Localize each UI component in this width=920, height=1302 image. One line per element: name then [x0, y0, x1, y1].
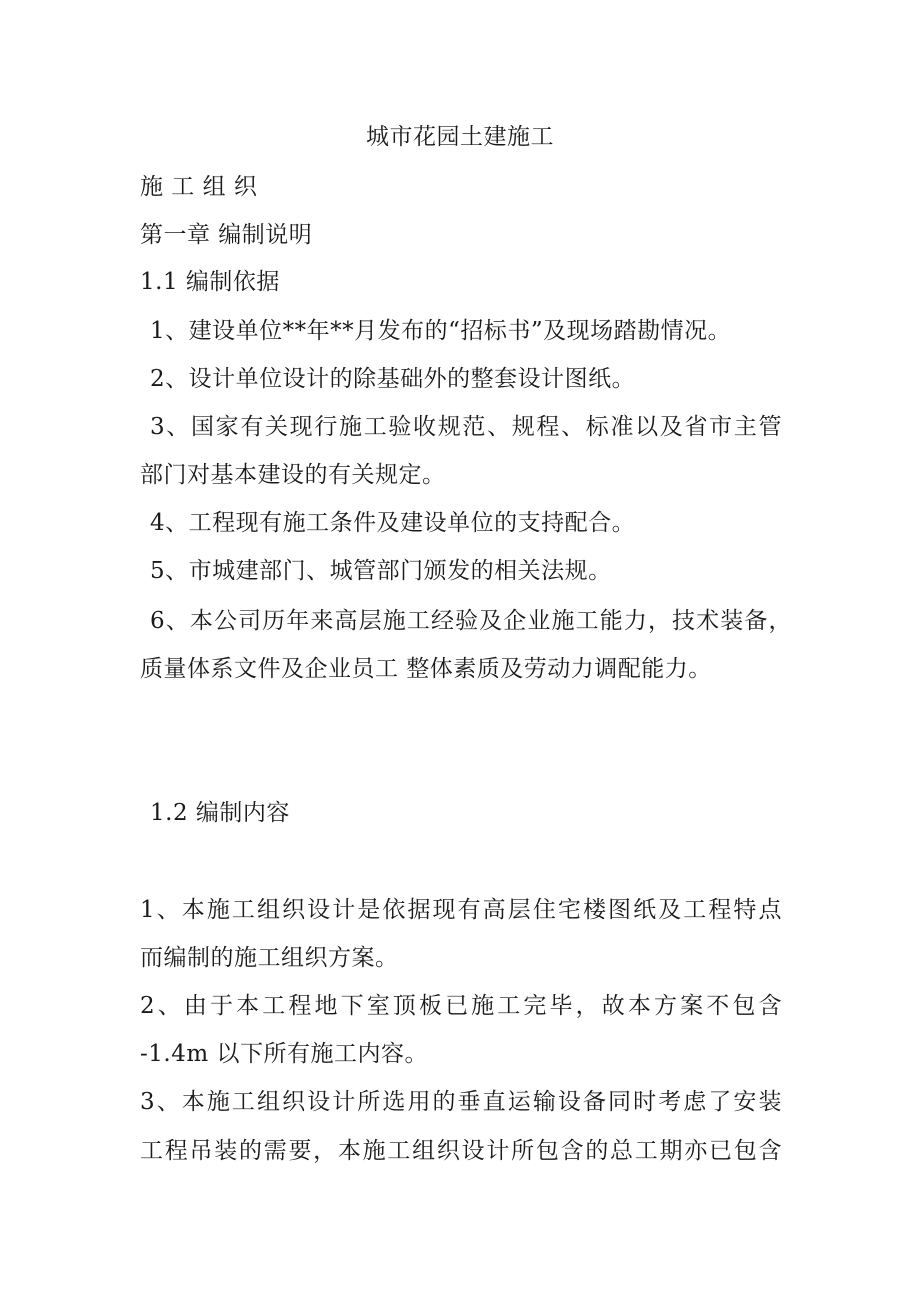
document-title: 城市花园土建施工	[366, 124, 554, 150]
basis-item-1: 1、建设单位**年**月发布的“招标书”及现场踏勘情况。	[150, 318, 732, 344]
basis-item-6: 6、本公司历年来高层施工经验及企业施工能力，技术装备，	[150, 608, 792, 634]
basis-item-6-cont: 质量体系文件及企业员工 整体素质及劳动力调配能力。	[140, 656, 712, 682]
content-item-2-cont: -1.4m 以下所有施工内容。	[140, 1041, 428, 1067]
document-subtitle: 施 工 组 织	[140, 174, 258, 200]
content-item-3: 3、本施工组织设计所选用的垂直运输设备同时考虑了安装	[140, 1089, 782, 1115]
section-heading-1-1: 1.1 编制依据	[140, 269, 280, 295]
content-item-1: 1、本施工组织设计是依据现有高层住宅楼图纸及工程特点	[140, 897, 782, 923]
basis-item-3: 3、国家有关现行施工验收规范、规程、标准以及省市主管	[150, 414, 782, 440]
content-item-3-cont: 工程吊装的需要，本施工组织设计所包含的总工期亦已包含	[140, 1138, 782, 1164]
chapter-heading: 第一章 编制说明	[140, 222, 313, 248]
basis-item-5: 5、市城建部门、城管部门颁发的相关法规。	[150, 558, 612, 584]
section-heading-1-2: 1.2 编制内容	[150, 800, 290, 826]
basis-item-4: 4、工程现有施工条件及建设单位的支持配合。	[150, 510, 636, 536]
basis-item-3-cont: 部门对基本建设的有关规定。	[140, 462, 446, 488]
content-item-1-cont: 而编制的施工组织方案。	[140, 945, 399, 971]
content-item-2: 2、由于本工程地下室顶板已施工完毕，故本方案不包含	[140, 993, 782, 1019]
basis-item-2: 2、设计单位设计的除基础外的整套设计图纸。	[150, 366, 636, 392]
